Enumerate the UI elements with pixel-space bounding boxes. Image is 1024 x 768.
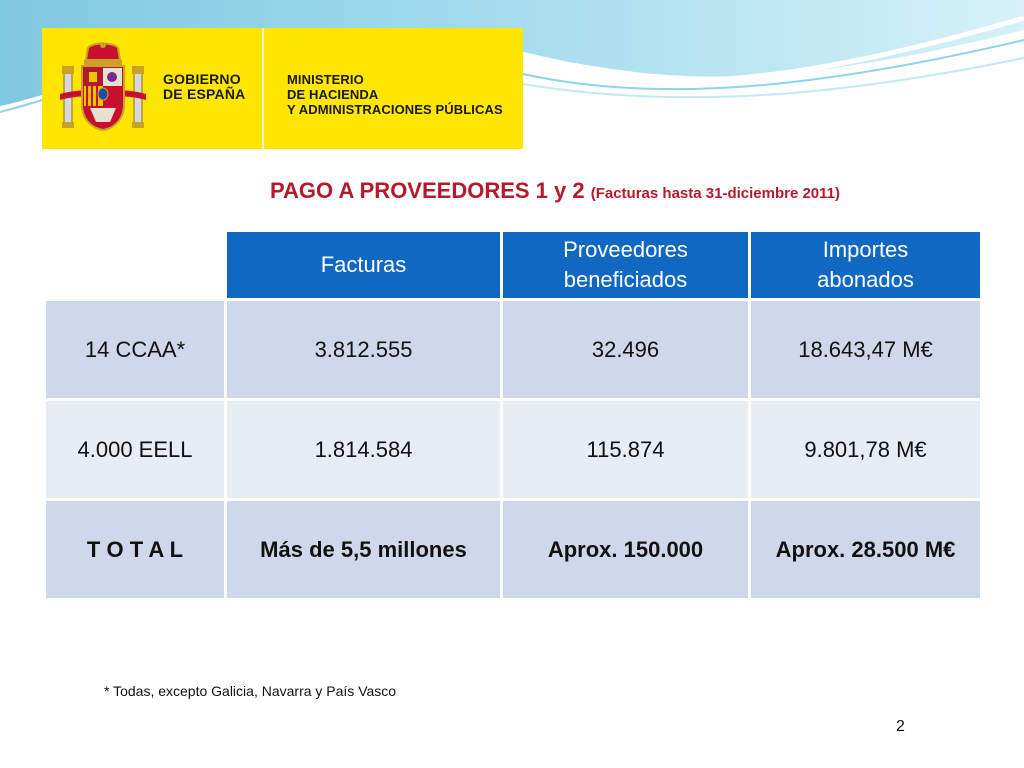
header-proveedores bbox=[502, 231, 750, 300]
government-logo bbox=[42, 28, 523, 149]
table-header-row bbox=[45, 231, 982, 300]
cell-facturas: 3.812.555 bbox=[226, 300, 502, 400]
gobierno-de-espana-text bbox=[163, 72, 245, 102]
row-label: 4.000 EELL bbox=[45, 400, 226, 500]
ministerio-text bbox=[287, 72, 503, 117]
row-label: 14 CCAA* bbox=[45, 300, 226, 400]
header-importes-line-1: Importes bbox=[822, 237, 909, 262]
header-empty-cell bbox=[45, 231, 226, 300]
header-facturas-label: Facturas bbox=[320, 252, 407, 277]
logo-divider bbox=[262, 28, 264, 149]
table-total-row bbox=[45, 500, 982, 600]
coat-of-arms-icon bbox=[60, 42, 146, 134]
gobierno-line-1: GOBIERNO bbox=[163, 71, 241, 87]
header-proveedores-line-2: beneficiados bbox=[563, 267, 688, 292]
title-subtitle: (Facturas hasta 31-diciembre 2011) bbox=[590, 185, 841, 202]
table-row bbox=[45, 300, 982, 400]
header-importes-line-2: abonados bbox=[817, 267, 914, 292]
row-label: T O T A L bbox=[45, 500, 226, 600]
table-row bbox=[45, 400, 982, 500]
page-number: 2 bbox=[896, 718, 905, 735]
footnote: * Todas, excepto Galicia, Navarra y País Vasco bbox=[104, 683, 397, 699]
gobierno-line-2: DE ESPAÑA bbox=[163, 86, 246, 102]
page-title bbox=[270, 178, 840, 204]
ministerio-line-1: MINISTERIO bbox=[287, 72, 364, 87]
cell-facturas: Más de 5,5 millones bbox=[226, 500, 502, 600]
title-main: PAGO A PROVEEDORES 1 y 2 bbox=[270, 178, 591, 203]
ministerio-line-3: Y ADMINISTRACIONES PÚBLICAS bbox=[287, 102, 503, 117]
payments-table bbox=[43, 229, 983, 601]
cell-proveedores: 115.874 bbox=[502, 400, 750, 500]
cell-importes: 18.643,47 M€ bbox=[750, 300, 982, 400]
ministerio-line-2: DE HACIENDA bbox=[287, 87, 379, 102]
cell-importes: 9.801,78 M€ bbox=[750, 400, 982, 500]
header-proveedores-line-1: Proveedores bbox=[563, 237, 688, 262]
cell-proveedores: Aprox. 150.000 bbox=[502, 500, 750, 600]
cell-facturas: 1.814.584 bbox=[226, 400, 502, 500]
cell-proveedores: 32.496 bbox=[502, 300, 750, 400]
header-importes bbox=[750, 231, 982, 300]
header-facturas bbox=[226, 231, 502, 300]
cell-importes: Aprox. 28.500 M€ bbox=[750, 500, 982, 600]
